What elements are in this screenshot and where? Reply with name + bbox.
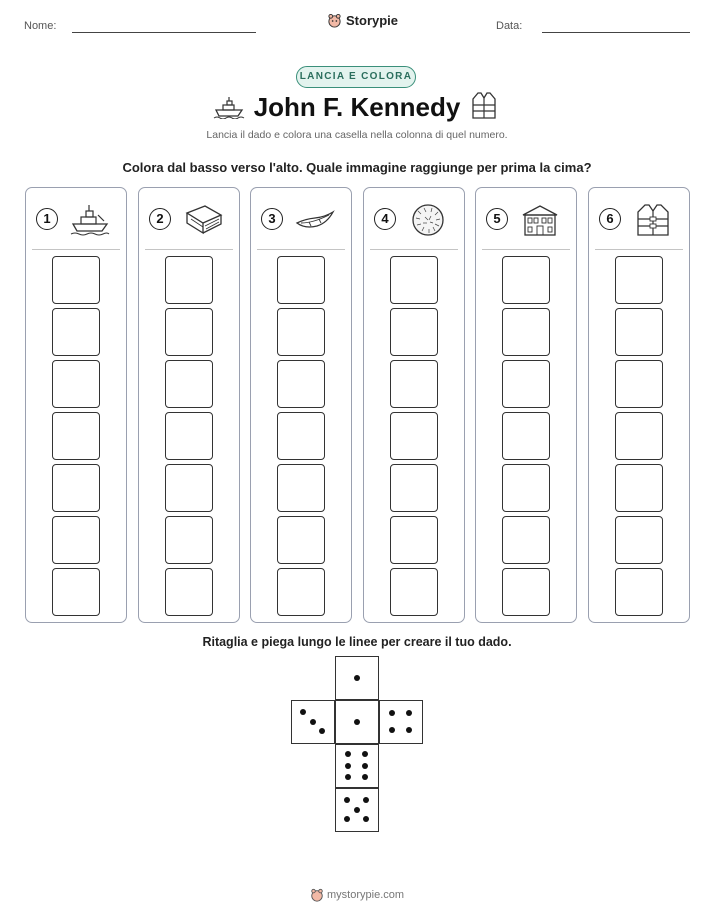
storypie-mascot-icon: [327, 13, 342, 28]
column-header: [599, 203, 681, 237]
color-cell[interactable]: [502, 568, 550, 616]
color-cell[interactable]: [502, 308, 550, 356]
color-cell[interactable]: [52, 464, 100, 512]
color-cell[interactable]: [165, 568, 213, 616]
column-header: [374, 203, 456, 237]
footer: [0, 888, 714, 902]
column-divider: [257, 249, 345, 250]
color-cell[interactable]: [615, 412, 663, 460]
color-cell[interactable]: [277, 568, 325, 616]
dice-pip: [344, 816, 350, 822]
page-title: John F. Kennedy: [253, 92, 461, 122]
column-2: [138, 187, 240, 623]
page-subtitle: Lancia il dado e colora una casella nella colonna di quel numero.: [206, 129, 508, 141]
dice-face: [335, 656, 379, 700]
race-instruction: Colora dal basso verso l'alto. Quale immagine raggiunge per prima la cima?: [122, 160, 592, 175]
dice-pip: [354, 675, 360, 681]
date-label: Data:: [496, 20, 523, 32]
color-cell[interactable]: [502, 516, 550, 564]
color-cell[interactable]: [52, 308, 100, 356]
canoe-icon: [295, 203, 335, 237]
color-cell[interactable]: [277, 308, 325, 356]
coconut-icon: [408, 203, 448, 237]
column-number: 5: [486, 208, 508, 230]
life-vest-icon: [470, 91, 498, 121]
color-cell[interactable]: [165, 464, 213, 512]
color-cell[interactable]: [277, 412, 325, 460]
color-cell[interactable]: [502, 256, 550, 304]
column-number: 1: [36, 208, 58, 230]
column-4: [363, 187, 465, 623]
dice-face: [291, 700, 335, 744]
house-icon: [520, 203, 560, 237]
dice-instruction: Ritaglia e piega lungo le linee per creare il tuo dado.: [202, 635, 512, 649]
brand-name: Storypie: [346, 13, 399, 28]
dice-pip: [389, 727, 395, 733]
color-cell[interactable]: [277, 516, 325, 564]
column-number: 6: [599, 208, 621, 230]
color-cell[interactable]: [615, 464, 663, 512]
date-line[interactable]: [542, 32, 690, 33]
column-5: [475, 187, 577, 623]
name-line[interactable]: [72, 32, 256, 33]
color-cell[interactable]: [390, 568, 438, 616]
dice-pip: [345, 774, 351, 780]
color-cell[interactable]: [615, 568, 663, 616]
column-number: 2: [149, 208, 171, 230]
column-3: [250, 187, 352, 623]
color-cell[interactable]: [52, 568, 100, 616]
color-cell[interactable]: [277, 464, 325, 512]
dice-pip: [362, 774, 368, 780]
column-header: [36, 203, 118, 237]
dice-pip: [389, 710, 395, 716]
brand-logo: [327, 13, 398, 28]
dice-pip: [354, 719, 360, 725]
color-cell[interactable]: [165, 360, 213, 408]
column-header: [486, 203, 568, 237]
dice-pip: [362, 763, 368, 769]
color-cell[interactable]: [502, 464, 550, 512]
color-cell[interactable]: [615, 516, 663, 564]
name-label: Nome:: [24, 20, 57, 32]
column-6: [588, 187, 690, 623]
color-cell[interactable]: [52, 256, 100, 304]
color-cell[interactable]: [390, 360, 438, 408]
color-cell[interactable]: [502, 360, 550, 408]
dice-pip: [362, 751, 368, 757]
color-cell[interactable]: [390, 412, 438, 460]
color-cell[interactable]: [165, 256, 213, 304]
column-divider: [145, 249, 233, 250]
column-header: [149, 203, 231, 237]
dice-face: [335, 788, 379, 832]
color-cell[interactable]: [390, 464, 438, 512]
dice-pip: [319, 728, 325, 734]
column-number: 4: [374, 208, 396, 230]
color-cell[interactable]: [390, 308, 438, 356]
dice-pip: [354, 807, 360, 813]
color-cell[interactable]: [52, 360, 100, 408]
column-number: 3: [261, 208, 283, 230]
color-cell[interactable]: [615, 256, 663, 304]
dice-pip: [345, 751, 351, 757]
dice-pip: [344, 797, 350, 803]
color-cell[interactable]: [390, 256, 438, 304]
dice-pip: [300, 709, 306, 715]
color-cell[interactable]: [277, 360, 325, 408]
ship-icon: [70, 203, 110, 237]
column-divider: [32, 249, 120, 250]
color-cell[interactable]: [165, 516, 213, 564]
dice-pip: [363, 797, 369, 803]
storypie-mascot-icon: [310, 888, 324, 902]
color-cell[interactable]: [277, 256, 325, 304]
dice-pip: [406, 727, 412, 733]
book-icon: [183, 203, 223, 237]
color-cell[interactable]: [165, 308, 213, 356]
activity-badge: LANCIA E COLORA: [296, 66, 416, 88]
dice-pip: [310, 719, 316, 725]
color-cell[interactable]: [52, 516, 100, 564]
color-cell[interactable]: [390, 516, 438, 564]
color-cell[interactable]: [52, 412, 100, 460]
footer-url: mystorypie.com: [327, 889, 405, 901]
dice-pip: [345, 763, 351, 769]
column-divider: [595, 249, 683, 250]
column-header: [261, 203, 343, 237]
column-1: [25, 187, 127, 623]
dice-face: [335, 700, 379, 744]
dice-face: [335, 744, 379, 788]
dice-pip: [406, 710, 412, 716]
color-cell[interactable]: [615, 308, 663, 356]
color-cell[interactable]: [502, 412, 550, 460]
dice-pip: [363, 816, 369, 822]
column-divider: [370, 249, 458, 250]
dice-face: [379, 700, 423, 744]
column-divider: [482, 249, 570, 250]
color-cell[interactable]: [165, 412, 213, 460]
color-cell[interactable]: [615, 360, 663, 408]
life-vest-icon: [633, 203, 673, 237]
